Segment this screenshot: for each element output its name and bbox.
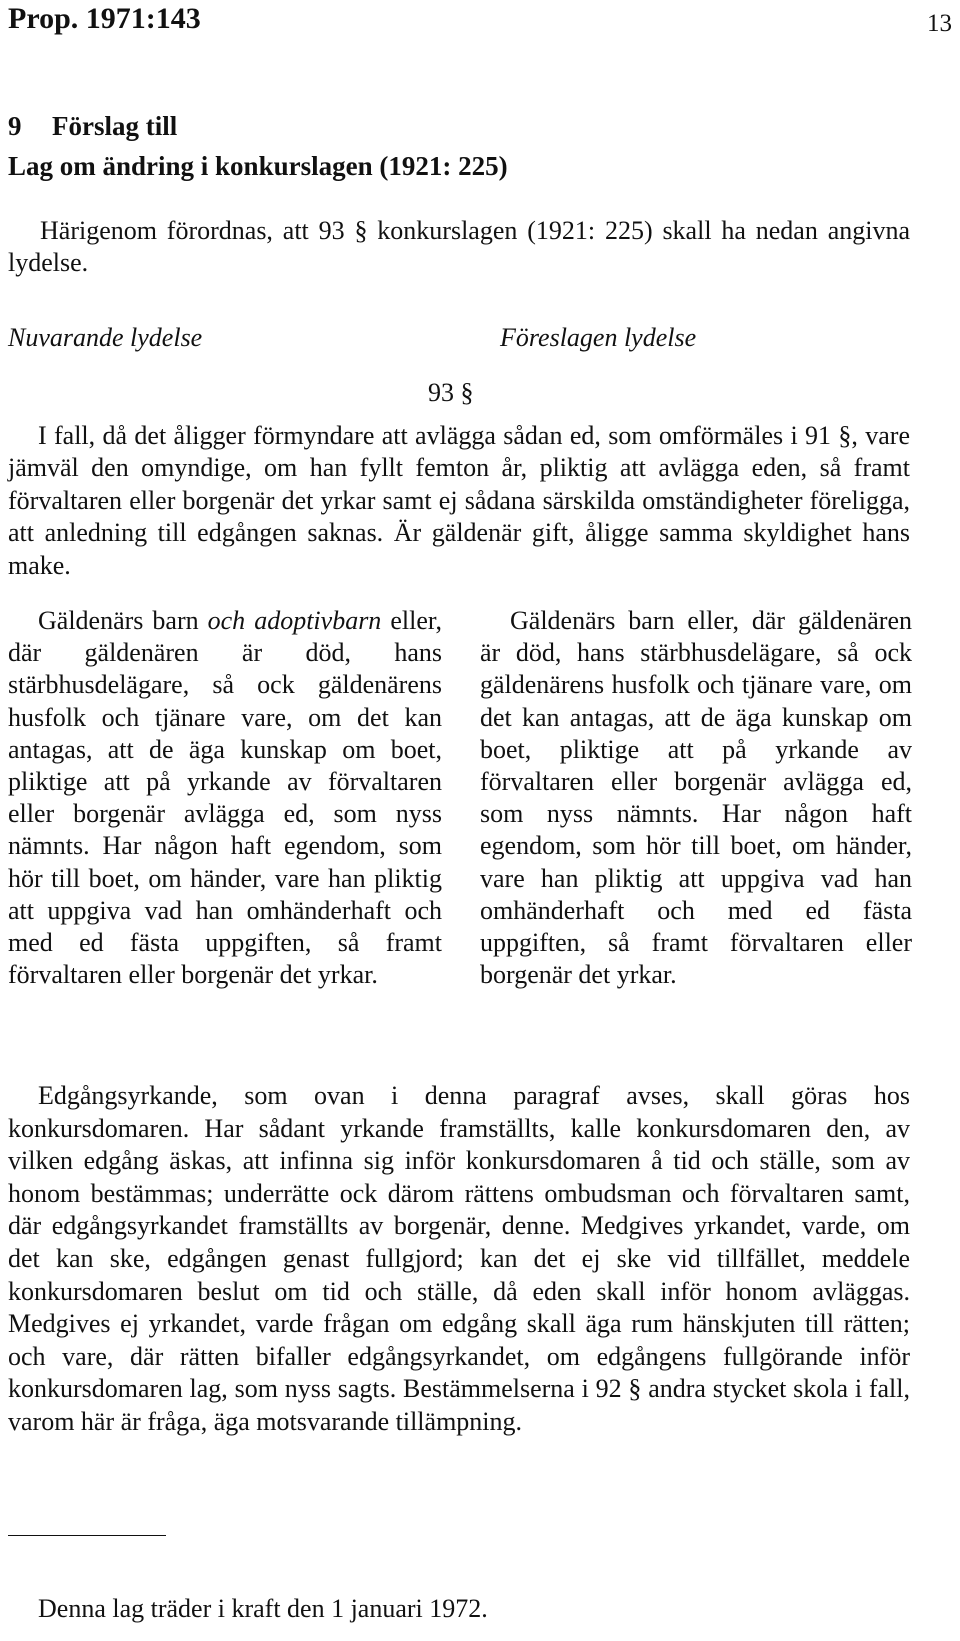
current-text-rest: eller, där gäldenären är död, hans stärbhusdelägare, så ock gäldenärens husfolk och tjänare vare, om det kan antagas, att de äga kunskap om boet, pliktige att på yrkande av förvaltaren eller borgenär avlägga ed, som nyss nämnts. Har någon haft egendom, som hör till boet, om händer, vare han pliktig att uppgiva vad han omhänderhaft och med ed fästa uppgiften, så framt förvaltaren eller borgenär det yrkar. [8,606,442,990]
second-paragraph: Edgångsyrkande, som ovan i denna paragraf avses, skall göras hos konkursdomaren. Har sådant yrkande framställts, kalle konkursdomaren den, av vilken edgång äskas, att infinna sig inför konkursdomaren å tid och ställe, som av honom bestämmas; underrätte ock därom rättens ombudsman och förvaltaren samt, där edgångsyrkandet framställts av borgenär, denne. Medgives yrkandet, varde, om det kan ske, edgången genast fullgjord; kan det ej ske vid tillfället, meddele konkursdomaren beslut om tid och ställe, då eden skall inför honom avläggas. Medgives ej yrkandet, varde frågan om edgång skall äga rum hänskjuten till rätten; och vare, där rätten bifaller edgångsyrkandet, om edgångens fullgörande inför konkursdomaren lag, som nyss sagts. Bestämmelserna i 92 § andra stycket skola i fall, varom här är fråga, äga motsvarande tillämpning. [8,1081,910,1436]
current-text-start: Gäldenärs barn [38,606,208,635]
proposed-wording-text: Gäldenärs barn eller, där gäldenären är död, hans stärbhusdelägare, så ock gäldenärens husfolk och tjänare vare, om det kan antagas, att de äga kunskap om boet, pliktige att på yrkande av förvaltaren eller borgenär avlägga ed, som nyss nämnts. Har någon haft egendom, som hör till boet, om händer, vare han pliktig att uppgiva vad han omhänderhaft och med ed fästa uppgiften, så framt förvaltaren eller borgenär det yrkar. [480,606,912,990]
section-number: 9 [8,111,22,141]
document-page [8,0,952,1641]
proposed-wording-heading: Föreslagen lydelse [500,323,697,352]
common-paragraph: I fall, då det åligger förmyndare att avlägga sådan ed, som omförmäles i 91 §, vare jämväl den omyndige, om han fyllt femton år, pliktig att avlägga eden, så framt förvaltaren eller borgenär det yrkar samt ej sådana särskilda omständigheter föreligga, att anledning till edgången saknas. Är gäldenär gift, åligge samma skyldighet hans make. [8,421,910,580]
paragraph-mark: 93 § [428,378,474,407]
footnote-text: Denna lag träder i kraft den 1 januari 1972. [38,1594,488,1623]
current-text-emphasis: och adoptivbarn [207,606,382,635]
law-title: Lag om ändring i konkurslagen (1921: 225) [8,151,508,181]
page-number: 13 [927,10,952,37]
current-wording-heading: Nuvarande lydelse [8,323,203,352]
document-reference: Prop. 1971:143 [8,2,201,35]
footnote-divider [8,1535,166,1536]
section-heading-text: Förslag till [52,111,178,141]
section-heading [8,106,177,146]
intro-paragraph: Härigenom förordnas, att 93 § konkurslagen (1921: 225) skall ha nedan angivna lydelse. [8,216,910,277]
current-wording-text [8,605,442,991]
